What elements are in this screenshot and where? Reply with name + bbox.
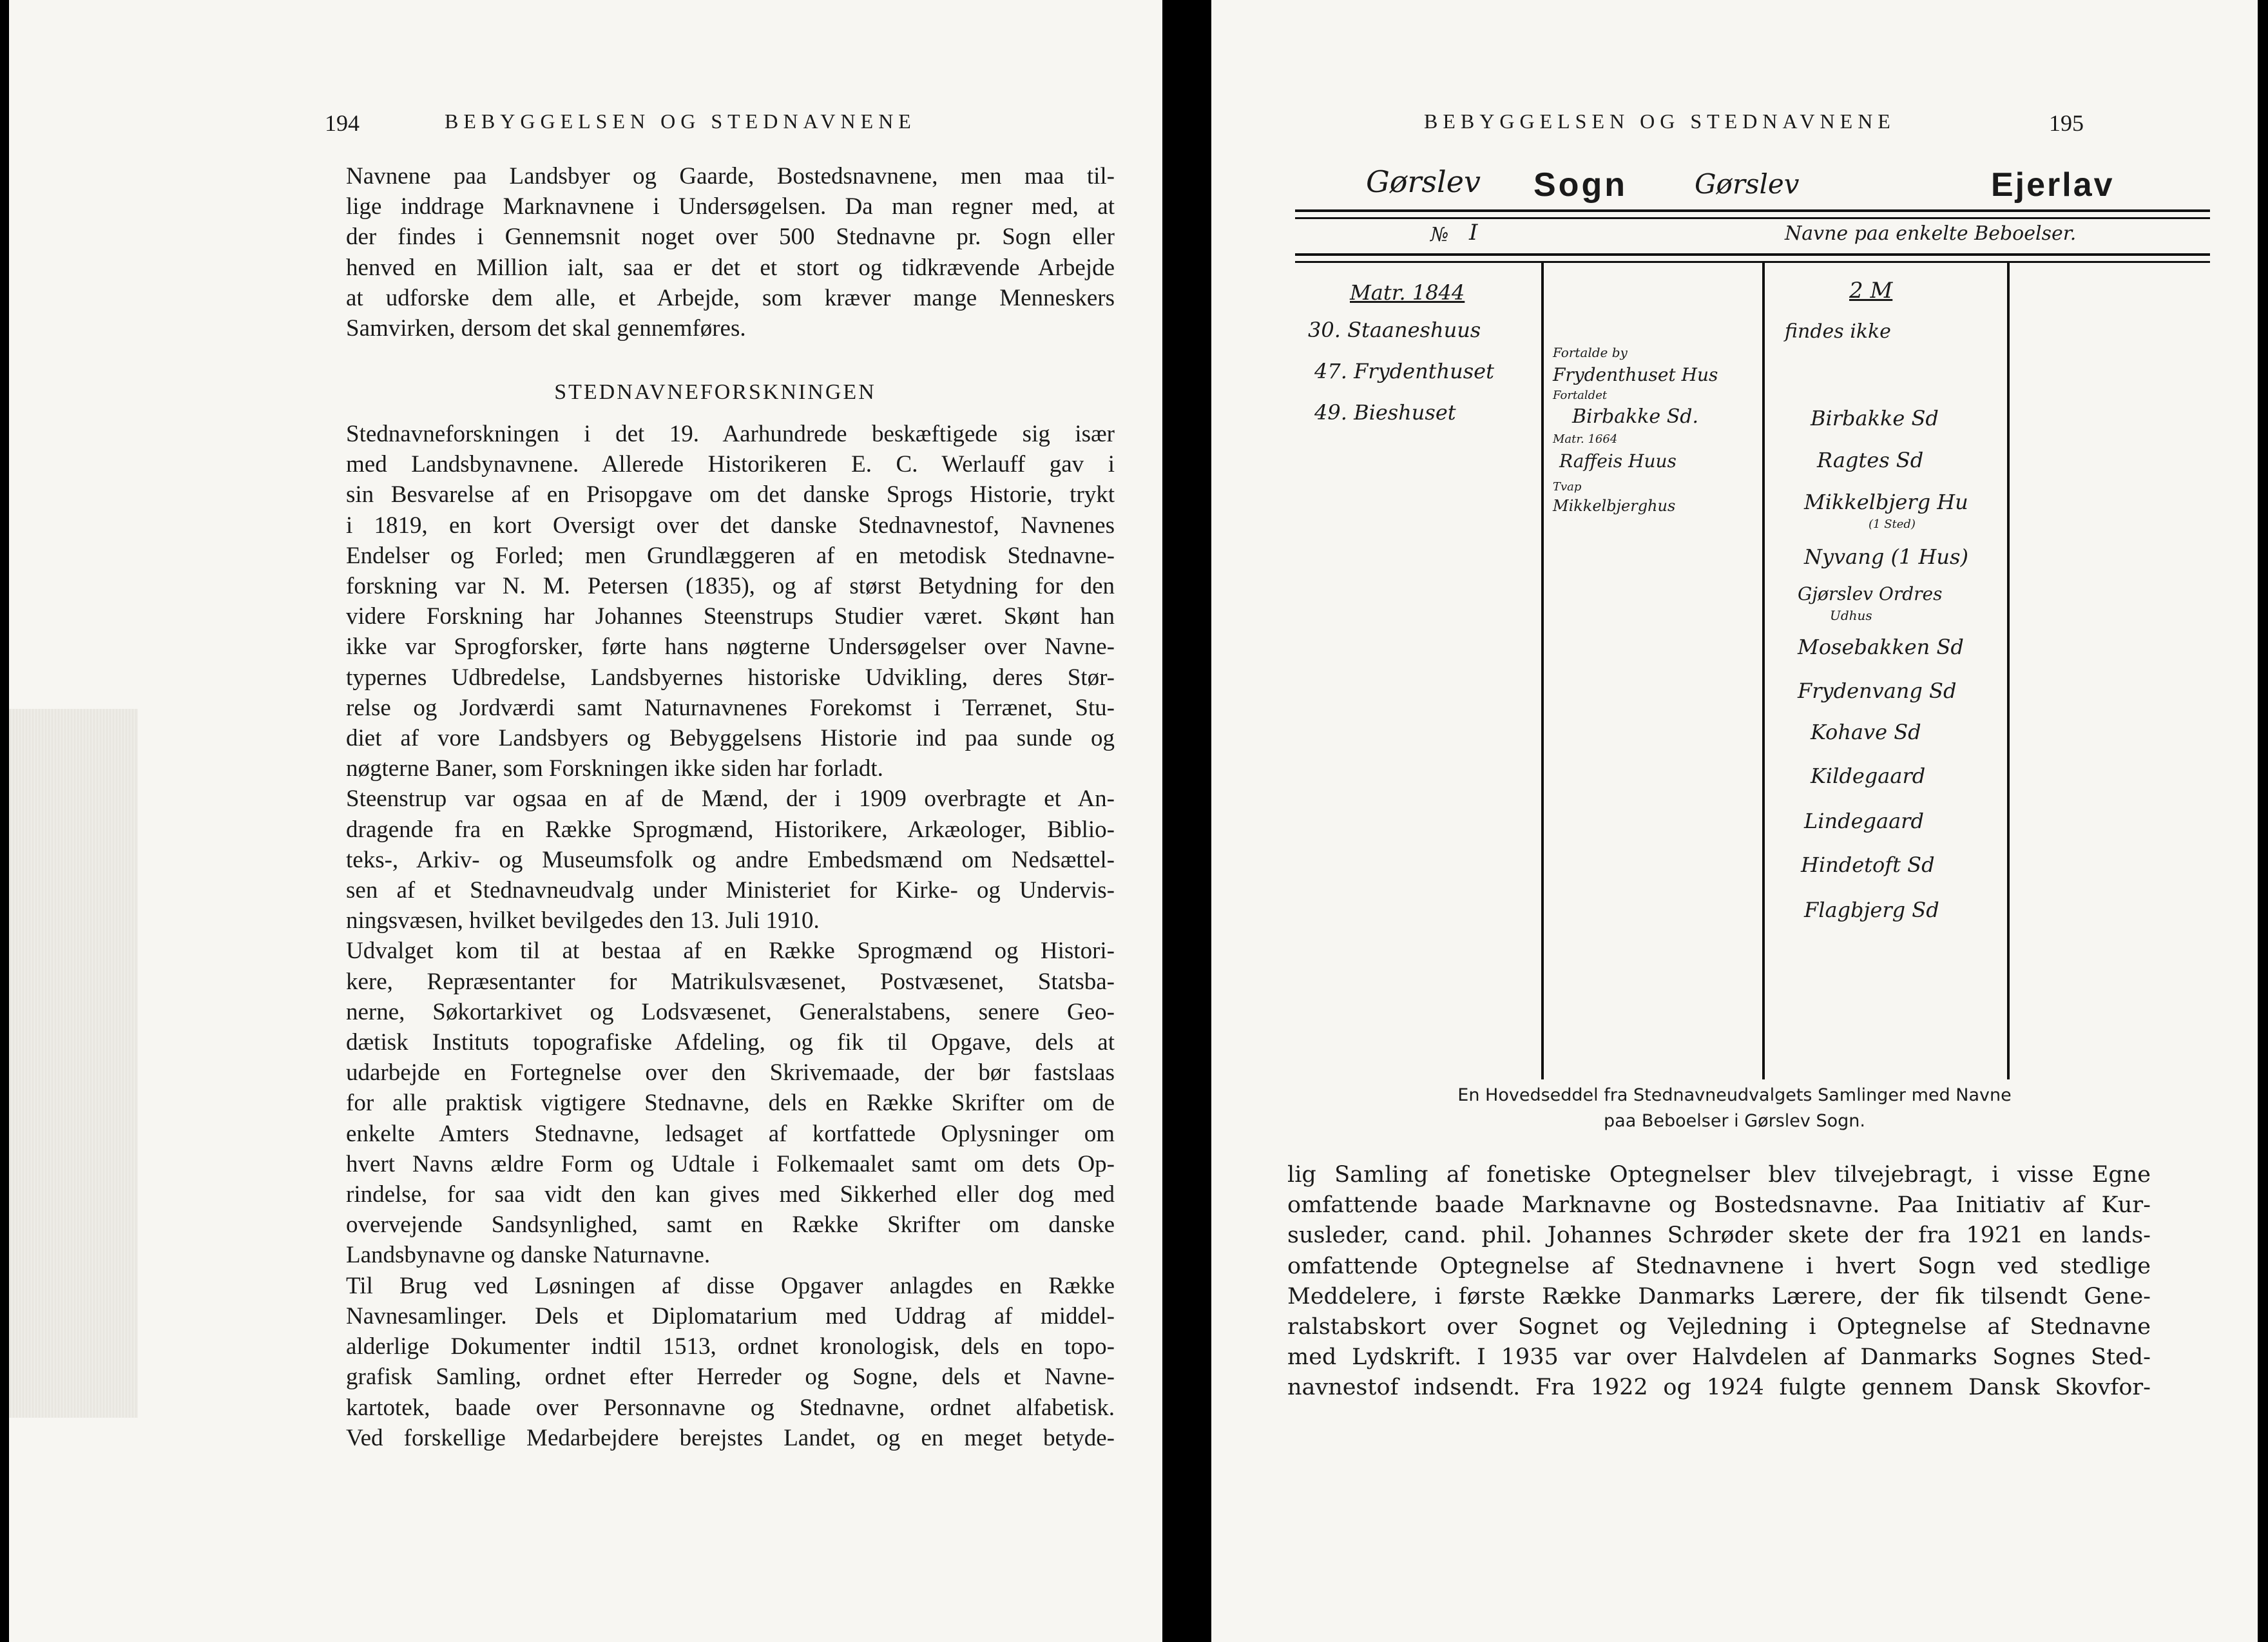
page-edge-shading	[9, 709, 138, 1418]
paragraph-continued	[1287, 1160, 2151, 1404]
text-line: nerne, Søkortarkivet og Lodsvæsenet, Generalstabens, senere Geo-	[346, 998, 1115, 1025]
text-line: sen af et Stednavneudvalg under Ministeriet for Kirke- og Undervis-	[346, 877, 1115, 904]
index-card	[1295, 145, 2236, 1086]
handwritten-entry: Mikkelbjerg Hu	[1804, 490, 1968, 514]
figure-caption	[1211, 1083, 2258, 1134]
column-divider	[2007, 261, 2010, 1079]
text-line: Udvalget kom til at bestaa af en Række Sprogmænd og Histori-	[346, 938, 1115, 965]
text-line: typernes Udbredelse, Landsbyernes historiske Udvikling, deres Stør-	[346, 664, 1115, 691]
handwritten-entry: Matr. 1664	[1553, 432, 1618, 446]
handwritten-entry: Flagbjerg Sd	[1804, 898, 1939, 922]
text-line: lige inddrage Marknavnene i Undersøgelsen. Da man regner med, at	[346, 193, 1115, 220]
card-title-row	[1295, 164, 2236, 209]
text-line: lig Samling af fonetiske Optegnelser blev tilvejebragt, i visse Egne	[1287, 1162, 2151, 1188]
text-line: rindelse, for saa vidt den kan gives med Sikkerhed eller dog med	[346, 1181, 1115, 1208]
handwritten-number: I	[1469, 220, 1478, 246]
handwritten-parish-name: Gørslev	[1366, 164, 1481, 199]
handwritten-entry: Frydenvang Sd	[1798, 679, 1957, 703]
handwritten-entry: Fortaldet	[1553, 389, 1608, 402]
handwritten-entry: 47. Frydenthuset	[1314, 359, 1494, 383]
caption-line: paa Beboelser i Gørslev Sogn.	[1604, 1111, 1865, 1131]
text-line: nøgterne Baner, som Forskningen ikke siden har forladt.	[346, 755, 883, 782]
handwritten-entry: Hindetoft Sd	[1801, 853, 1935, 877]
text-line: diet af vore Landsbyers og Bebyggelsens Historie ind paa sunde og	[346, 725, 1115, 752]
column-divider	[1762, 261, 1765, 1079]
right-page	[1211, 0, 2258, 1642]
text-line: omfattende Optegnelse af Stednavnene i hvert Sogn ved stedlige	[1287, 1253, 2151, 1279]
paragraph-2	[346, 419, 1115, 1453]
text-line: kere, Repræsentanter for Matrikulsvæsenet, Postvæsenet, Statsba-	[346, 968, 1115, 995]
text-line: kartotek, baade over Personnavne og Stednavne, ordnet alfabetisk.	[346, 1394, 1115, 1421]
card-rule	[1295, 217, 2210, 219]
handwritten-entry: Matr. 1844	[1350, 280, 1465, 305]
handwritten-entry: Kildegaard	[1811, 764, 1926, 788]
printed-number-label: №	[1430, 224, 1449, 246]
printed-ejerlav-label: Ejerlav	[1991, 166, 2115, 204]
handwritten-entry: (1 Sted)	[1869, 517, 1916, 531]
printed-sogn-label: Sogn	[1533, 166, 1628, 204]
text-line: for alle praktisk vigtigere Stednavne, dels en Række Skrifter om de	[346, 1090, 1115, 1117]
left-page	[9, 0, 1162, 1642]
text-line: alderlige Dokumenter indtil 1513, ordnet kronologisk, dels en topo-	[346, 1333, 1115, 1360]
handwritten-column-header: Navne paa enkelte Beboelser.	[1785, 222, 2077, 245]
handwritten-entry: Raffeis Huus	[1559, 450, 1677, 472]
text-line: grafisk Samling, ordnet efter Herreder og Sogne, dels et Navne-	[346, 1364, 1115, 1391]
handwritten-entry: Lindegaard	[1804, 809, 1924, 833]
text-line: enkelte Amters Stednavne, ledsaget af kortfattede Oplysninger om	[346, 1120, 1115, 1147]
column-divider	[1541, 261, 1544, 1079]
card-rule	[1295, 261, 2210, 263]
text-line: Navnene paa Landsbyer og Gaarde, Bostedsnavnene, men maa til-	[346, 163, 1115, 189]
page-number: 194	[325, 110, 360, 136]
handwritten-entry: Ragtes Sd	[1817, 448, 1924, 472]
text-line: Navnesamlinger. Dels et Diplomatarium med Uddrag af middel-	[346, 1302, 1115, 1329]
handwritten-entry: Udhus	[1830, 608, 1872, 623]
text-line: der findes i Gennemsnit noget over 500 Stednavne pr. Sogn eller	[346, 224, 1115, 251]
card-rule	[1295, 253, 2210, 256]
text-line: Endelser og Forled; men Grundlæggeren af en metodisk Stednavne-	[346, 542, 1115, 569]
handwritten-entry: 49. Bieshuset	[1314, 400, 1456, 425]
text-line: dætisk Instituts topografiske Afdeling, og fik til Opgave, dels at	[346, 1029, 1115, 1056]
text-line: Meddelere, i første Række Danmarks Lærere, der fik tilsendt Gene-	[1287, 1283, 2151, 1309]
handwritten-entry: 2 M	[1849, 278, 1893, 304]
section-heading: STEDNAVNEFORSKNINGEN	[554, 380, 876, 404]
text-line: i 1819, en kort Oversigt over det danske Stednavnestof, Navnenes	[346, 512, 1115, 539]
text-line: med Landsbynavnene. Allerede Historikeren E. C. Werlauff gav i	[346, 451, 1115, 478]
handwritten-entry: Fortalde by	[1553, 345, 1628, 360]
handwritten-entry: Kohave Sd	[1811, 720, 1921, 744]
text-line: videre Forskning har Johannes Steenstrups Studier været. Skønt han	[346, 603, 1115, 630]
text-line: forskning var N. M. Petersen (1835), og af størst Betydning for den	[346, 573, 1115, 600]
text-line: Ved forskellige Medarbejdere berejstes Landet, og en meget betyde-	[346, 1424, 1115, 1451]
text-line: Til Brug ved Løsningen af disse Opgaver anlagdes en Række	[346, 1272, 1115, 1299]
running-head: BEBYGGELSEN OG STEDNAVNENE	[445, 110, 916, 133]
handwritten-entry: Mosebakken Sd	[1798, 635, 1964, 659]
handwritten-entry: Frydenthuset Hus	[1553, 364, 1718, 385]
text-line: Samvirken, dersom det skal gennemføres.	[346, 315, 746, 342]
handwritten-entry: Birbakke Sd.	[1572, 405, 1699, 428]
handwritten-entry: Gjørslev Ordres	[1798, 583, 1943, 604]
text-line: Stednavneforskningen i det 19. Aarhundrede beskæftigede sig især	[346, 421, 1115, 447]
text-line: ikke var Sprogforsker, førte hans nøgterne Undersøgelser over Navne-	[346, 633, 1115, 661]
text-line: relse og Jordværdi samt Naturnavnenes Forekomst i Terrænet, Stu-	[346, 694, 1115, 721]
text-line: henved en Million ialt, saa er det et stort og tidkrævende Arbejde	[346, 254, 1115, 281]
paragraph-1	[346, 161, 1115, 343]
text-line: dragende fra en Række Sprogmænd, Historikere, Arkæologer, Biblio-	[346, 816, 1115, 843]
text-line: at udforske dem alle, et Arbejde, som kræver mange Menneskers	[346, 284, 1115, 311]
page-number: 195	[2049, 110, 2084, 136]
text-line: udarbejde en Fortegnelse over den Skrivemaade, der bør fastslaas	[346, 1059, 1115, 1087]
text-line: overvejende Sandsynlighed, samt en Række Skrifter om danske	[346, 1212, 1115, 1239]
handwritten-entry: Mikkelbjerghus	[1553, 497, 1676, 515]
text-line: susleder, cand. phil. Johannes Schrøder skete der fra 1921 en lands-	[1287, 1222, 2151, 1249]
text-line: Steenstrup var ogsaa en af de Mænd, der i 1909 overbragte et An-	[346, 786, 1115, 813]
running-head: BEBYGGELSEN OG STEDNAVNENE	[1424, 110, 1896, 133]
text-line: omfattende baade Marknavne og Bostedsnavne. Paa Initiativ af Kur-	[1287, 1192, 2151, 1219]
text-line: med Lydskrift. I 1935 var over Halvdelen af Danmarks Sognes Sted-	[1287, 1344, 2151, 1371]
text-line: hvert Navns ældre Form og Udtale i Folkemaalet samt om dets Op-	[346, 1150, 1115, 1177]
text-line: sin Besvarelse af en Prisopgave om det danske Sprogs Historie, trykt	[346, 481, 1115, 508]
handwritten-entry: Birbakke Sd	[1811, 406, 1939, 430]
text-line: teks-, Arkiv- og Museumsfolk og andre Embedsmænd om Nedsættel-	[346, 846, 1115, 873]
handwritten-parish-name: Gørslev	[1695, 168, 1800, 200]
text-line: ningsvæsen, hvilket bevilgedes den 13. Juli 1910.	[346, 907, 820, 934]
caption-line: En Hovedseddel fra Stednavneudvalgets Samlinger med Navne	[1457, 1085, 2012, 1105]
text-line: navnestof indsendt. Fra 1922 og 1924 fulgte gennem Dansk Skovfor-	[1287, 1375, 2151, 1401]
handwritten-entry: findes ikke	[1785, 320, 1891, 343]
text-line: ralstabskort over Sognet og Vejledning i Optegnelse af Stednavne	[1287, 1314, 2151, 1340]
text-line: Landsbynavne og danske Naturnavne.	[346, 1242, 711, 1269]
handwritten-entry: Tvap	[1553, 480, 1582, 494]
handwritten-entry: Nyvang (1 Hus)	[1804, 545, 1968, 569]
card-rule	[1295, 209, 2210, 212]
handwritten-entry: 30. Staaneshuus	[1308, 318, 1481, 342]
